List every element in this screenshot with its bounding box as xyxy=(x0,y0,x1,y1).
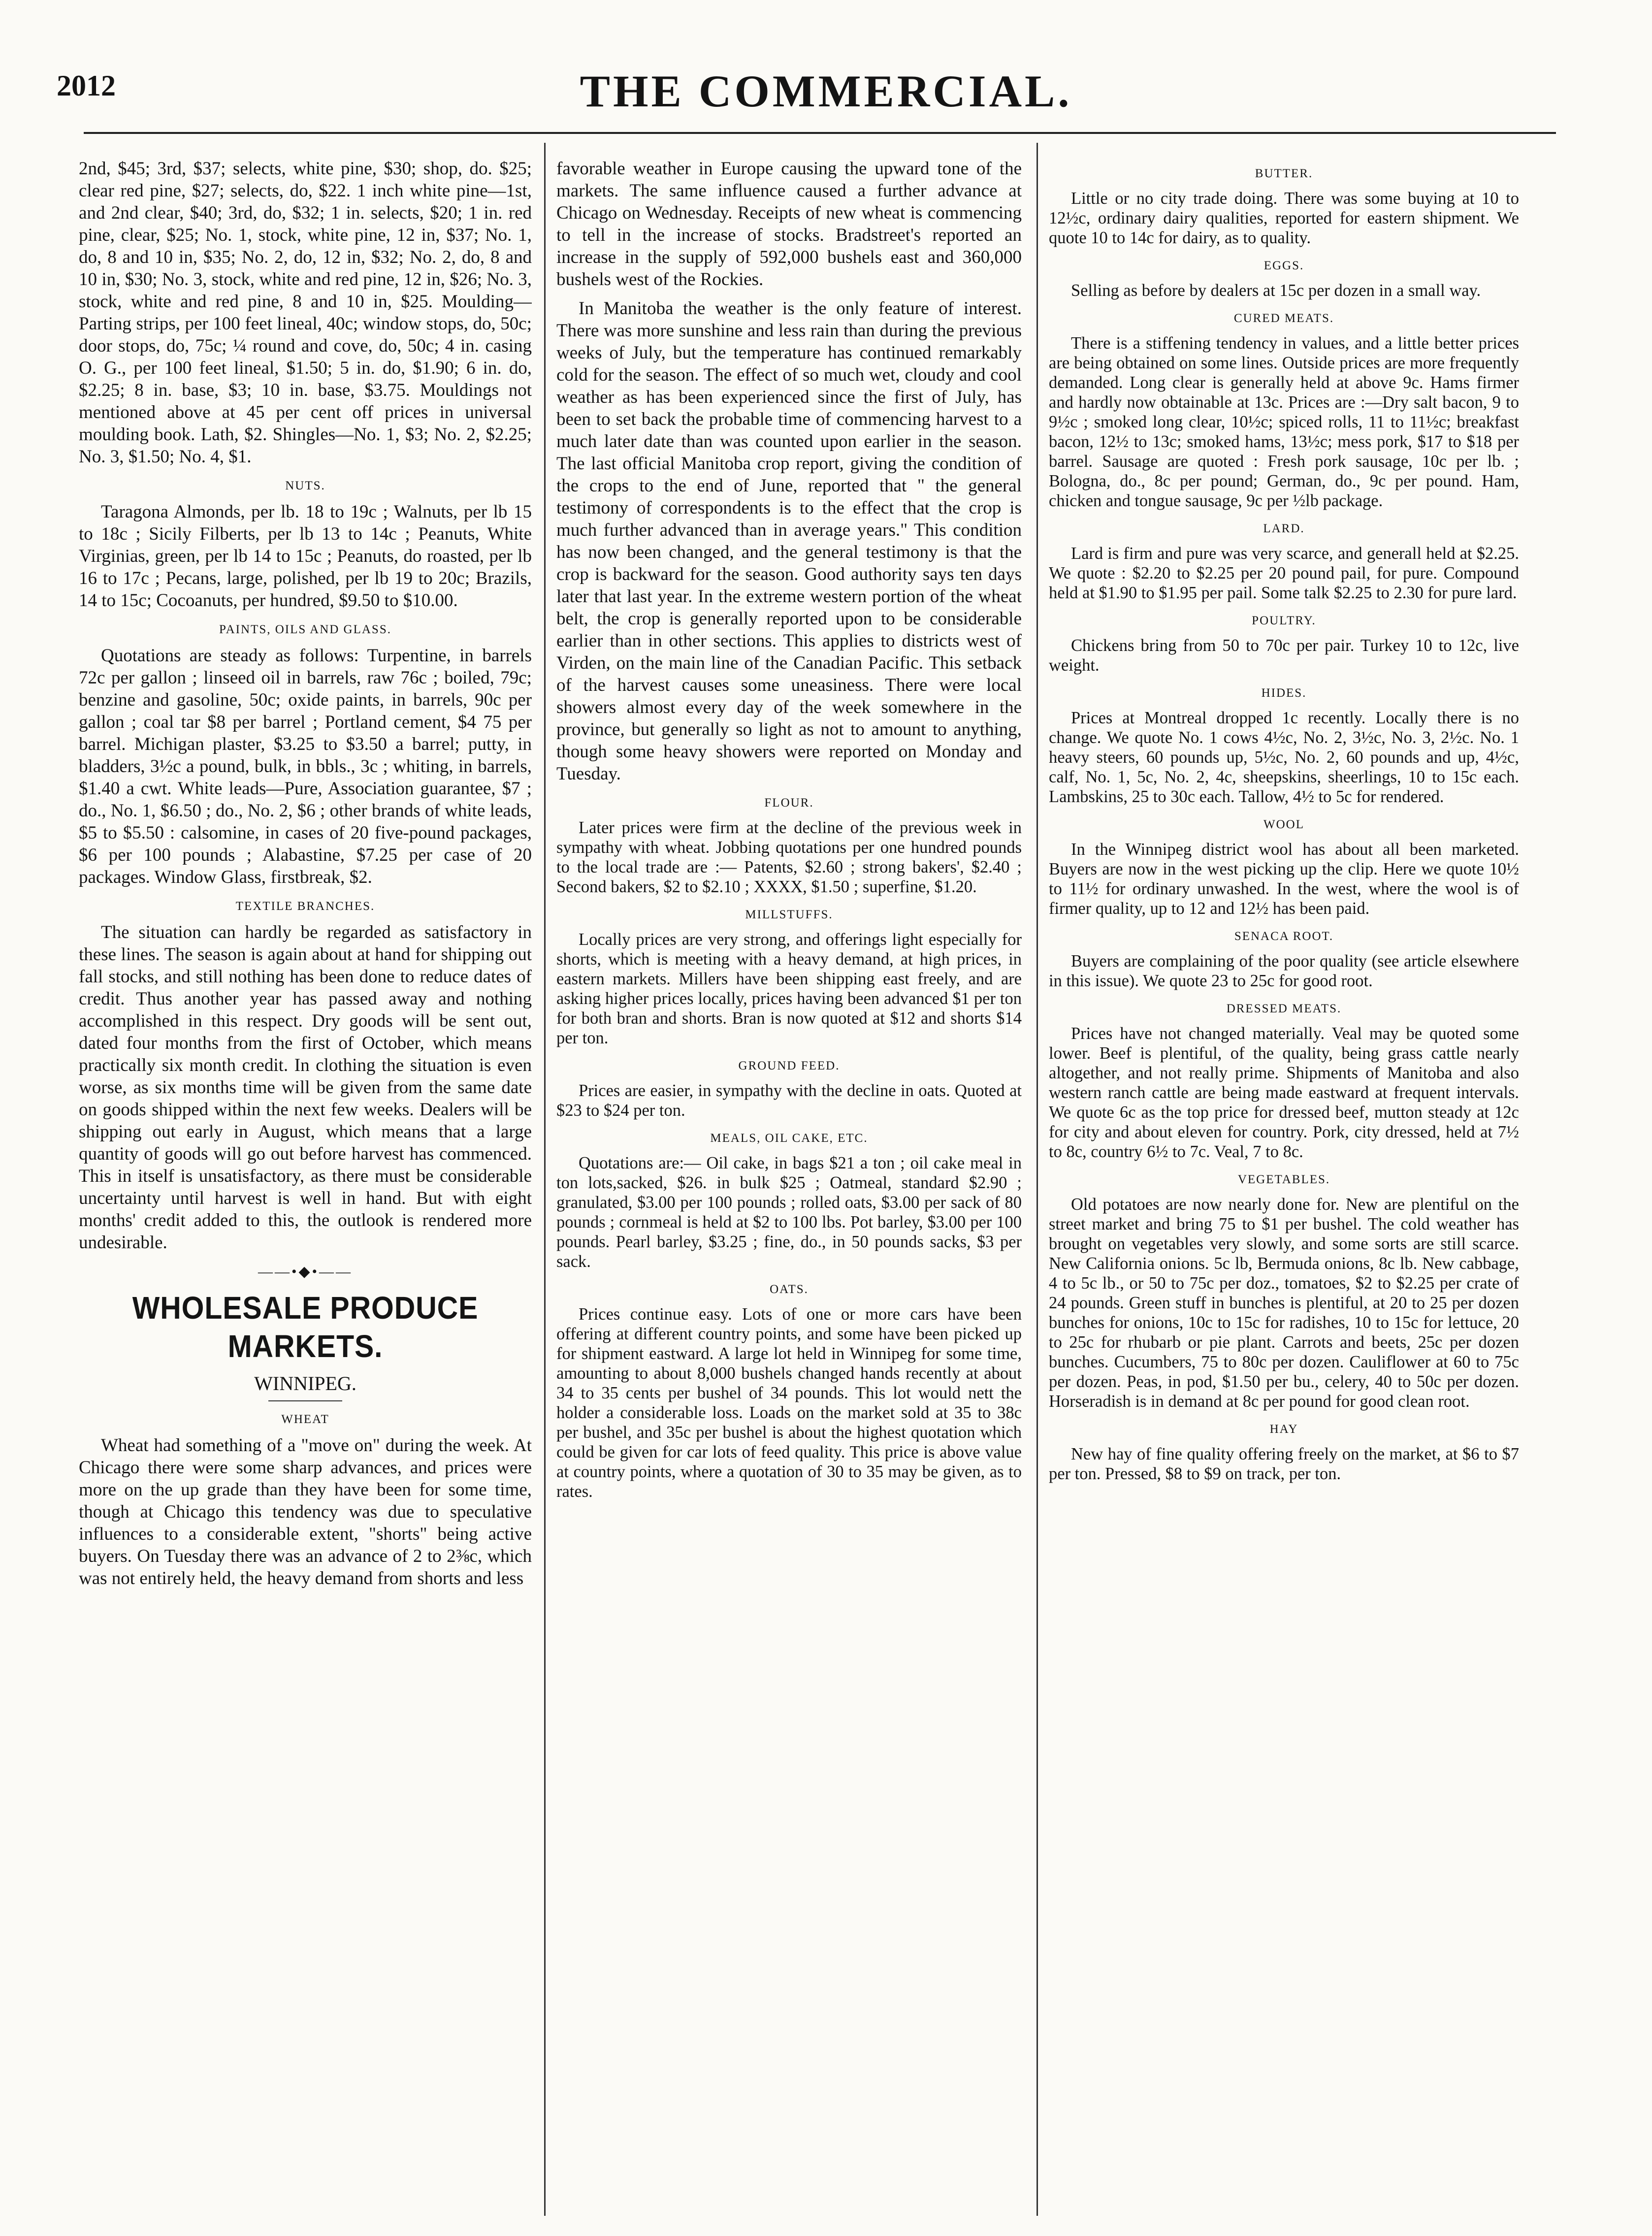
oats-heading: OATS. xyxy=(770,1283,809,1296)
wheat-paragraph: Wheat had something of a "move on" during the week. At Chicago there were some sharp advances, and prices were more on the up grade than they have been for some time, though at Chicago this tendency was due to speculative influences to a considerable extent, "shorts" being active buyers. On Tuesday there was an advance of 2 to 2⅜c, which was not entirely held, the heavy demand from shorts and less xyxy=(79,1435,532,1588)
cured-meats-heading: CURED MEATS. xyxy=(1233,312,1334,325)
textile-heading: TEXTILE BRANCHES. xyxy=(235,900,375,913)
column-rule-1 xyxy=(544,143,546,2216)
wool-paragraph: In the Winnipeg district wool has about all been marketed. Buyers are now in the west picking up the clip. Here we quote 10½ to 11½ for ordinary unwashed. In the west, where the wool is of firmer quality, up to 12 and 12½ has been paid. xyxy=(1049,840,1519,918)
city-heading: WINNIPEG. xyxy=(254,1372,356,1394)
textile-paragraph: The situation can hardly be regarded as satisfactory in these lines. The season is again about at hand for shipping out fall stocks, and still nothing has been done to reduce dates of credit. Thus another year has passed away and nothing accomplished in this respect. Dry goods will be sent out, dated four months from the first of October, which means practically six month credit. In clothing the situation is even worse, as six months time will be given from the same date on goods shipped within the next few weeks. Dealers will be shipping out early in August, which means that a large quantity of goods will go out before harvest has commenced. This in itself is unsatisfactory, as there must be considerable uncertainty until harvest is well in hand. But with eight months' credit added to this, the outlook is rendered more undesirable. xyxy=(79,922,532,1253)
page-header xyxy=(0,0,1652,148)
poultry-heading: POULTRY. xyxy=(1252,614,1316,627)
wholesale-produce-title: WHOLESALE PRODUCE MARKETS. xyxy=(132,1290,479,1364)
wheat-continued-paragraph: favorable weather in Europe causing the upward tone of the markets. The same influence caused a further advance at Chicago on Wednesday. Receipts of new wheat is commencing to tell in the increase of stocks. Bradstreet's reported an increase in the supply of 592,000 bushels east and 360,000 bushels west of the Rockies. xyxy=(556,159,1022,290)
column-3 xyxy=(1049,158,1519,2221)
flour-heading: FLOUR. xyxy=(764,796,814,810)
senaca-root-heading: SENACA ROOT. xyxy=(1234,930,1334,943)
butter-paragraph: Little or no city trade doing. There was some buying at 10 to 12½c, ordinary dairy qualities, reported for eastern shipment. We quote 10 to 14c for dairy, as to quality. xyxy=(1049,189,1519,247)
column-2 xyxy=(556,158,1022,2221)
section-divider: ——•◆•—— xyxy=(258,1264,353,1280)
manitoba-weather-paragraph: In Manitoba the weather is the only feature of interest. There was more sunshine and less rain than during the previous weeks of July, but the temperature has continued remarkably cold for the season. The effect of so much wet, cloudy and cool weather as has been experienced since the first of July, has been to set back the probable time of commencing harvest to a much later date than was counted upon earlier in the season. The last official Manitoba crop report, giving the condition of the crops to the end of June, reported that " the general testimony of correspondents is to the effect that the crop is much further advanced than in average years." This condition has now been changed, and the general testimony is that the crop is backward for the season. Good authority says ten days later that last year. In the extreme western portion of the wheat belt, the crop is generally reported upon to be considerable earlier than in other sections. This applies to districts west of Virden, on the main line of the Canadian Pacific. This setback of the harvest causes some uneasiness. There were local showers almost every day of the week somewhere in the province, but generally so light as not to amount to anything, though some heavy showers were reported on Monday and Tuesday. xyxy=(556,298,1022,784)
vegetables-heading: VEGETABLES. xyxy=(1237,1173,1330,1186)
ground-feed-heading: GROUND FEED. xyxy=(738,1059,840,1072)
eggs-heading: EGGS. xyxy=(1263,259,1304,272)
column-1 xyxy=(79,158,532,2221)
hay-heading: HAY xyxy=(1269,1423,1298,1436)
masthead-title: THE COMMERCIAL. xyxy=(580,66,1072,116)
meals-paragraph: Quotations are:— Oil cake, in bags $21 a ton ; oil cake meal in ton lots,sacked, $26. in bulk $25 ; Oatmeal, standard $2.90 ; granulated, $3.00 per 100 pounds ; rolled oats, $3.00 per sack of 80 pounds ; cornmeal is held at $2 to 100 lbs. Pot barley, $3.00 per 100 pounds. Pearl barley, $3.25 ; fine, do., in 50 pounds sacks, $3 per sack. xyxy=(556,1154,1022,1271)
senaca-root-paragraph: Buyers are complaining of the poor quality (see article elsewhere in this issue). We quote 23 to 25c for good root. xyxy=(1049,952,1519,990)
wheat-heading: WHEAT xyxy=(281,1413,329,1426)
dressed-meats-heading: DRESSED MEATS. xyxy=(1226,1002,1342,1015)
lard-heading: LARD. xyxy=(1263,522,1305,535)
city-rule xyxy=(268,1400,342,1401)
page-number: 2012 xyxy=(57,69,116,102)
nuts-paragraph: Taragona Almonds, per lb. 18 to 19c ; Walnuts, per lb 15 to 18c ; Sicily Filberts, per lb 13 to 14c ; Peanuts, White Virginias, green, per lb 14 to 15c ; Peanuts, do roasted, per lb 16 to 17c ; Pecans, large, polished, per lb 19 to 20c; Brazils, 14 to 15c; Cocoanuts, per hundred, $9.50 to $10.00. xyxy=(79,502,532,611)
flour-paragraph: Later prices were firm at the decline of the previous week in sympathy with wheat. Jobbing quotations per one hundred pounds to the local trade are :— Patents, $2.60 ; strong bakers', $2.40 ; Second bakers, $2 to $2.10 ; XXXX, $1.50 ; superfine, $1.20. xyxy=(556,818,1022,896)
millstuffs-heading: MILLSTUFFS. xyxy=(745,908,833,921)
millstuffs-paragraph: Locally prices are very strong, and offerings light especially for shorts, which is meeting with a heavy demand, at high prices, in eastern markets. Millers have been shipping east freely, and are asking higher prices locally, prices having been advanced $1 per ton for both bran and shorts. Bran is now quoted at $12 and shorts $14 per ton. xyxy=(556,930,1022,1047)
ground-feed-paragraph: Prices are easier, in sympathy with the decline in oats. Quoted at $23 to $24 per ton. xyxy=(556,1081,1022,1120)
dressed-meats-paragraph: Prices have not changed materially. Veal may be quoted some lower. Beef is plentiful, of the quality, being grass cattle nearly altogether, and not really prime. Shipments of Manitoba and also western ranch cattle are being made eastward at frequent intervals. We quote 6c as the top price for dressed beef, mutton steady at 12c for city and about eleven for country. Pork, city dressed, held at 7½ to 8c, country 6½ to 7c. Veal, 7 to 8c. xyxy=(1049,1024,1519,1161)
lard-paragraph: Lard is firm and pure was very scarce, and generall held at $2.25. We quote : $2.20 to $2.25 per 20 pound pail, for pure. Compound held at $1.90 to $1.95 per pail. Some talk $2.25 to 2.30 for pure lard. xyxy=(1049,544,1519,602)
meals-heading: MEALS, OIL CAKE, ETC. xyxy=(710,1132,868,1145)
hides-paragraph: Prices at Montreal dropped 1c recently. Locally there is no change. We quote No. 1 cows 4½c, No. 2, 3½c, No. 3, 2½c. No. 1 heavy steers, 60 pounds up, 5½c, No. 2, 60 pounds and up, 4½c, calf, No. 1, 5c, No. 2, 4c, sheepskins, sheerlings, 10 to 15c each. Lambskins, 25 to 30c each. Tallow, 4½ to 5c for rendered. xyxy=(1049,709,1519,806)
cured-meats-paragraph: There is a stiffening tendency in values, and a little better prices are being obtained on some lines. Outside prices are more frequently demanded. Long clear is generally held at above 9c. Hams firmer and hardly now obtainable at 13c. Prices are :—Dry salt bacon, 9 to 9½c ; smoked long clear, 10½c; spiced rolls, 11 to 11½c; breakfast bacon, 12½ to 13c; smoked hams, 13½c; mess pork, $17 to $18 per barrel. Sausage are quoted : Fresh pork sausage, 10c per lb. ; Bologna, do., 8c per pound; German, do., 9c per pound. Ham, chicken and tongue sausage, 9c per ½lb package. xyxy=(1049,334,1519,510)
header-rule xyxy=(84,132,1556,134)
butter-heading: BUTTER. xyxy=(1255,167,1313,180)
paints-heading: PAINTS, OILS AND GLASS. xyxy=(219,623,391,636)
nuts-heading: NUTS. xyxy=(285,479,325,492)
column-rule-2 xyxy=(1037,143,1038,2216)
vegetables-paragraph: Old potatoes are now nearly done for. New are plentiful on the street market and bring 75 to $1 per bushel. The cold weather has brought on vegetables very slowly, and some sorts are still scarce. New California onions. 5c lb, Bermuda onions, 8c lb. New cabbage, 4 to 5c lb., or 50 to 75c per doz., tomatoes, $2 to $2.25 per crate of 24 pounds. Green stuff in bunches is plentiful, at 20 to 25 per dozen bunches for onions, 10c to 15c for radishes, 10 to 15c for lettuce, 20 to 25c for rhubarb or pie plant. Carrots and beets, 25c per dozen bunches. Cucumbers, 75 to 80c per dozen. Cauliflower at 60 to 75c per dozen. Peas, in pod, $1.50 per bu., celery, 40 to 50c per dozen. Horseradish is in demand at 8c per pound for good clean root. xyxy=(1049,1195,1519,1411)
hides-heading: HIDES. xyxy=(1261,686,1307,700)
eggs-paragraph: Selling as before by dealers at 15c per dozen in a small way. xyxy=(1071,281,1481,300)
wool-heading: WOOL xyxy=(1263,818,1304,831)
oats-paragraph: Prices continue easy. Lots of one or more cars have been offering at different country points, and some have been picked up for shipment eastward. A large lot held in Winnipeg for some time, amounting to about 8,000 bushels changed hands recently at about 34 to 35 cents per bushel of 34 pounds. This lot would nett the holder a considerable loss. Loads on the market sold at 35 to 38c per bushel, and 35c per bushel is about the highest quotation which could be given for car lots of feed quality. This price is above value at country points, where a quotation of 30 to 35 may be given, as to rates. xyxy=(556,1305,1022,1501)
lumber-prices-paragraph: 2nd, $45; 3rd, $37; selects, white pine, $30; shop, do. $25; clear red pine, $27; selects, do, $22. 1 inch white pine—1st, and 2nd clear, $40; 3rd, do, $32; 1 in. selects, $20; 1 in. red pine, clear, $25; No. 1, stock, white pine, 12 in, $37; No. 1, do, 8 and 10 in, $35; No. 2, do, 12 in, $32; No. 2, do, 8 and 10 in, $30; No. 3, stock, white and red pine, 12 in, $26; No. 3, stock, white and red pine, 8 and 10 in, $25. Moulding—Parting strips, per 100 feet lineal, 40c; window stops, do, 50c; door stops, do, 75c; ¼ round and cove, do, 50c; 4 in. casing O. G., per 100 feet lineal, $1.50; 5 in. do, $1.90; 6 in. do, $2.25; 8 in. base, $3; 10 in. base, $3.75. Mouldings not mentioned above at 45 per cent off prices in universal moulding book. Lath, $2. Shingles—No. 1, $3; No. 2, $2.25; No. 3, $1.50; No. 4, $1. xyxy=(79,159,532,467)
poultry-paragraph: Chickens bring from 50 to 70c per pair. Turkey 10 to 12c, live weight. xyxy=(1049,636,1519,675)
paints-paragraph: Quotations are steady as follows: Turpentine, in barrels 72c per gallon ; linseed oil in barrels, raw 76c ; boiled, 79c; benzine and gasoline, 50c; oxide paints, in barrels, 90c per gallon ; coal tar $8 per barrel ; Portland cement, $4 75 per barrel. Michigan plaster, $3.25 to $3.50 a barrel; putty, in bladders, 3½c a pound, bulk, in bbls., 3c ; whiting, in barrels, $1.40 a cwt. White leads—Pure, Association guarantee, $7 ; do., No. 1, $6.50 ; do., No. 2, $6 ; other brands of white leads, $5 to $5.50 : calsomine, in cases of 20 five-pound packages, $6 per 100 pounds ; Alabastine, $7.25 per case of 20 packages. Window Glass, firstbreak, $2. xyxy=(79,646,532,887)
hay-paragraph: New hay of fine quality offering freely on the market, at $6 to $7 per ton. Pressed, $8 to $9 on track, per ton. xyxy=(1049,1445,1519,1483)
